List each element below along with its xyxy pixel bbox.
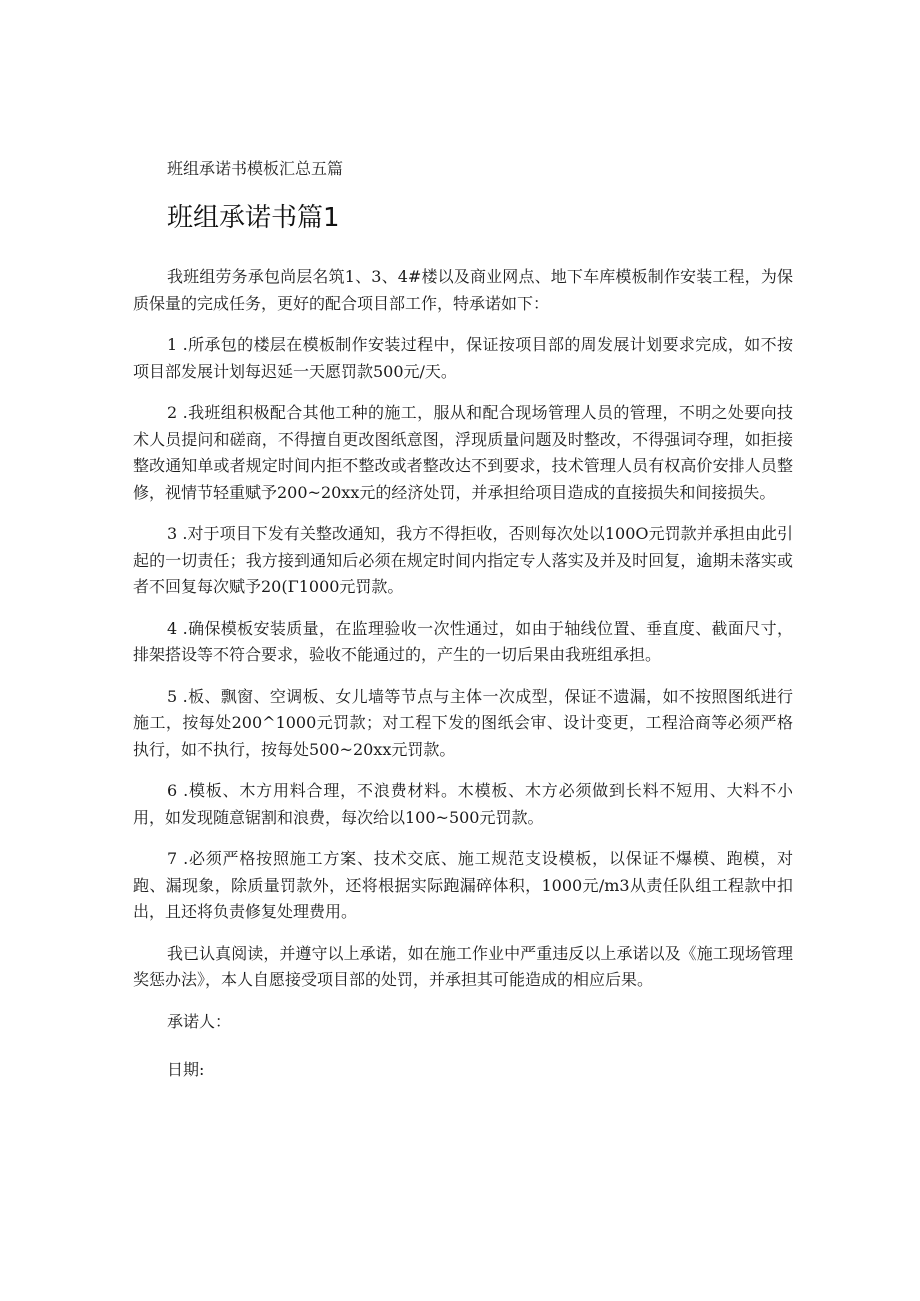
commitment-item: 7 .必须严格按照施工方案、技术交底、施工规范支设模板，以保证不爆模、跑模，对跑、漏现象，除质量罚款外，还将根据实际跑漏碎体积，1000元/m3从责任队组工程款中扣出，且还将负责修复处理费用。 <box>133 849 793 921</box>
signer-label: 承诺人： <box>167 1011 232 1031</box>
commitment-item: 4 .确保模板安装质量，在监理验收一次性通过，如由于轴线位置、垂直度、截面尺寸，排架搭设等不符合要求，验收不能通过的，产生的一切后果由我班组承担。 <box>133 618 793 664</box>
commitment-item: 3 .对于项目下发有关整改通知，我方不得拒收，否则每次处以100O元罚款并承担由此引起的一切责任；我方接到通知后必须在规定时间内指定专人落实及并及时回复，逾期未落实或者不回复每次赋予20(Γ1000元罚款。 <box>133 524 793 596</box>
commitment-item: 1 .所承包的楼层在模板制作安装过程中，保证按项目部的周发展计划要求完成，如不按项目部发展计划每迟延一天愿罚款500元/天。 <box>133 335 793 381</box>
date-label: 日期: <box>167 1059 205 1079</box>
intro-paragraph: 我班组劳务承包尚层名筑1、3、4#楼以及商业网点、地下车库模板制作安装工程，为保质保量的完成任务，更好的配合项目部工作，特承诺如下： <box>133 267 793 313</box>
section-heading: 班组承诺书篇1 <box>167 203 340 233</box>
commitment-item: 2 .我班组积极配合其他工种的施工，服从和配合现场管理人员的管理，不明之处要向技术人员提问和磋商，不得擅自更改图纸意图，浮现质量问题及时整改，不得强词夺理，如拒接整改通知单或者规定时间内拒不整改或者整改达不到要求，技术管理人员有权高价安排人员整修，视情节轻重赋予200~20xx元的经济处罚，并承担给项目造成的直接损失和间接损失。 <box>133 403 793 502</box>
document-body <box>133 264 793 1105</box>
commitment-item: 5 .板、飘窗、空调板、女儿墙等节点与主体一次成型，保证不遗漏，如不按照图纸进行施工，按每处200^1000元罚款；对工程下发的图纸会审、设计变更，工程洽商等必须严格执行，如不执行，按每处500~20xx元罚款。 <box>133 686 793 759</box>
commitment-item: 6 .模板、木方用料合理，不浪费材料。木模板、木方必须做到长料不短用、大料不小用，如发现随意锯割和浪费，每次给以100~500元罚款。 <box>133 781 793 827</box>
closing-paragraph: 我已认真阅读，并遵守以上承诺，如在施工作业中严重违反以上承诺以及《施工现场管理奖惩办法》，本人自愿接受项目部的处罚，并承担其可能造成的相应后果。 <box>133 943 793 989</box>
document-title: 班组承诺书模板汇总五篇 <box>167 159 344 178</box>
